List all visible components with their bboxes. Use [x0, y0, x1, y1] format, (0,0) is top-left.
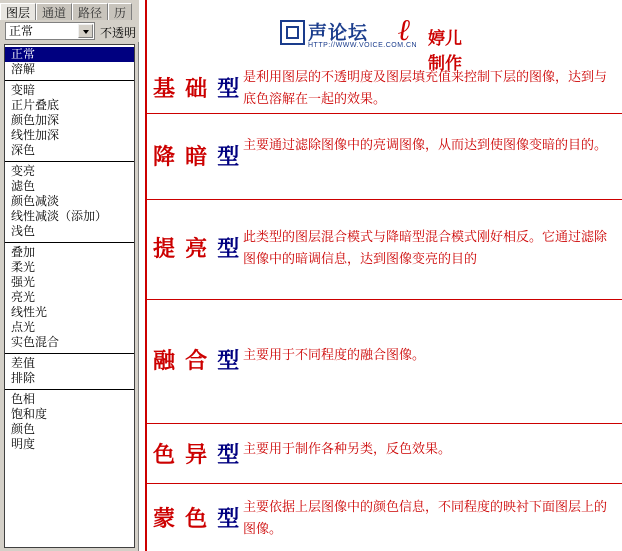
list-item[interactable]: 溶解 [11, 62, 36, 76]
list-item[interactable]: 线性加深 [11, 128, 60, 142]
table-row [147, 114, 622, 200]
row-label [153, 72, 241, 103]
list-item[interactable]: 明度 [11, 437, 36, 451]
blend-mode-select[interactable] [5, 22, 95, 40]
list-item[interactable]: 点光 [11, 320, 36, 334]
blend-group-contrast [5, 243, 134, 354]
row-label-a: 蒙 色 [153, 506, 210, 531]
row-label-b: 型 [217, 348, 242, 373]
list-item[interactable]: 亮光 [11, 290, 36, 304]
script-mark: ℓ [398, 14, 411, 47]
row-label [153, 438, 241, 469]
chevron-down-icon[interactable] [78, 24, 93, 38]
row-label-b: 型 [217, 76, 242, 101]
row-label-b: 型 [217, 506, 242, 531]
list-item[interactable]: 变暗 [11, 83, 36, 97]
table-row [147, 300, 622, 424]
list-item[interactable]: 线性光 [11, 305, 48, 319]
list-item[interactable]: 叠加 [11, 245, 36, 259]
row-label [153, 502, 241, 533]
list-item[interactable]: 线性减淡（添加） [11, 209, 108, 223]
list-item[interactable]: 浅色 [11, 224, 36, 238]
blend-mode-dropdown-list[interactable] [4, 44, 135, 548]
list-item[interactable]: 颜色减淡 [11, 194, 60, 208]
banner [280, 14, 470, 73]
blend-mode-value: 正常 [9, 24, 34, 38]
site-name: 声论坛 [308, 23, 369, 44]
row-label-a: 色 异 [153, 442, 210, 467]
tab-channels[interactable]: 通道 [36, 3, 72, 20]
maker-credit: 婷儿制作 [428, 29, 462, 73]
row-text: 主要通过滤除图像中的亮调图像，从而达到使图像变暗的目的。 [243, 137, 608, 152]
site-logo-icon [280, 20, 305, 45]
list-item[interactable]: 深色 [11, 143, 36, 157]
row-label-a: 基 础 [153, 76, 210, 101]
list-item[interactable]: 排除 [11, 371, 36, 385]
list-item[interactable]: 柔光 [11, 260, 36, 274]
list-item[interactable]: 实色混合 [11, 335, 60, 349]
list-item[interactable]: 色相 [11, 392, 36, 406]
list-item[interactable]: 差值 [11, 356, 36, 370]
table-row [147, 484, 622, 551]
tab-layers[interactable]: 图层 [0, 3, 36, 20]
list-item[interactable]: 正常 [5, 47, 134, 62]
row-label-a: 提 亮 [153, 236, 210, 261]
row-label [153, 232, 241, 263]
list-item[interactable]: 颜色加深 [11, 113, 60, 127]
row-text: 此类型的图层混合模式与降暗型混合模式刚好相反。它通过滤除图像中的暗调信息，达到图像变亮的目的 [243, 229, 608, 266]
row-label [153, 344, 241, 375]
row-text: 是利用图层的不透明度及图层填充值来控制下层的图像，达到与底色溶解在一起的效果。 [243, 69, 608, 106]
table-row [147, 200, 622, 300]
info-panel [139, 0, 622, 551]
layers-palette [0, 0, 139, 551]
row-label [153, 140, 241, 171]
site-url: HTTP://WWW.VOICE.COM.CN [308, 42, 418, 49]
blend-mode-row [0, 20, 139, 42]
list-item[interactable]: 滤色 [11, 179, 36, 193]
opacity-label: 不透明 [100, 26, 137, 40]
row-label-b: 型 [217, 236, 242, 261]
tab-paths[interactable]: 路径 [72, 3, 108, 20]
row-text: 主要用于制作各种另类，反色效果。 [243, 441, 452, 456]
list-item[interactable]: 正片叠底 [11, 98, 60, 112]
row-label-b: 型 [217, 442, 242, 467]
table-row [147, 424, 622, 484]
table-row [147, 62, 622, 114]
blend-group-color [5, 390, 134, 455]
list-item[interactable]: 变亮 [11, 164, 36, 178]
blend-group-darken [5, 81, 134, 162]
row-label-a: 融 合 [153, 348, 210, 373]
row-label-a: 降 暗 [153, 144, 210, 169]
blend-group-normal [5, 45, 134, 81]
list-item[interactable]: 强光 [11, 275, 36, 289]
blend-group-lighten [5, 162, 134, 243]
blend-group-comparative [5, 354, 134, 390]
palette-tabs [0, 0, 139, 20]
row-label-b: 型 [217, 144, 242, 169]
row-text: 主要依据上层图像中的颜色信息，不同程度的映衬下面图层上的图像。 [243, 499, 608, 536]
row-text: 主要用于不同程度的融合图像。 [243, 347, 426, 362]
list-item[interactable]: 饱和度 [11, 407, 48, 421]
list-item[interactable]: 颜色 [11, 422, 36, 436]
tab-history[interactable]: 历 [108, 3, 132, 20]
